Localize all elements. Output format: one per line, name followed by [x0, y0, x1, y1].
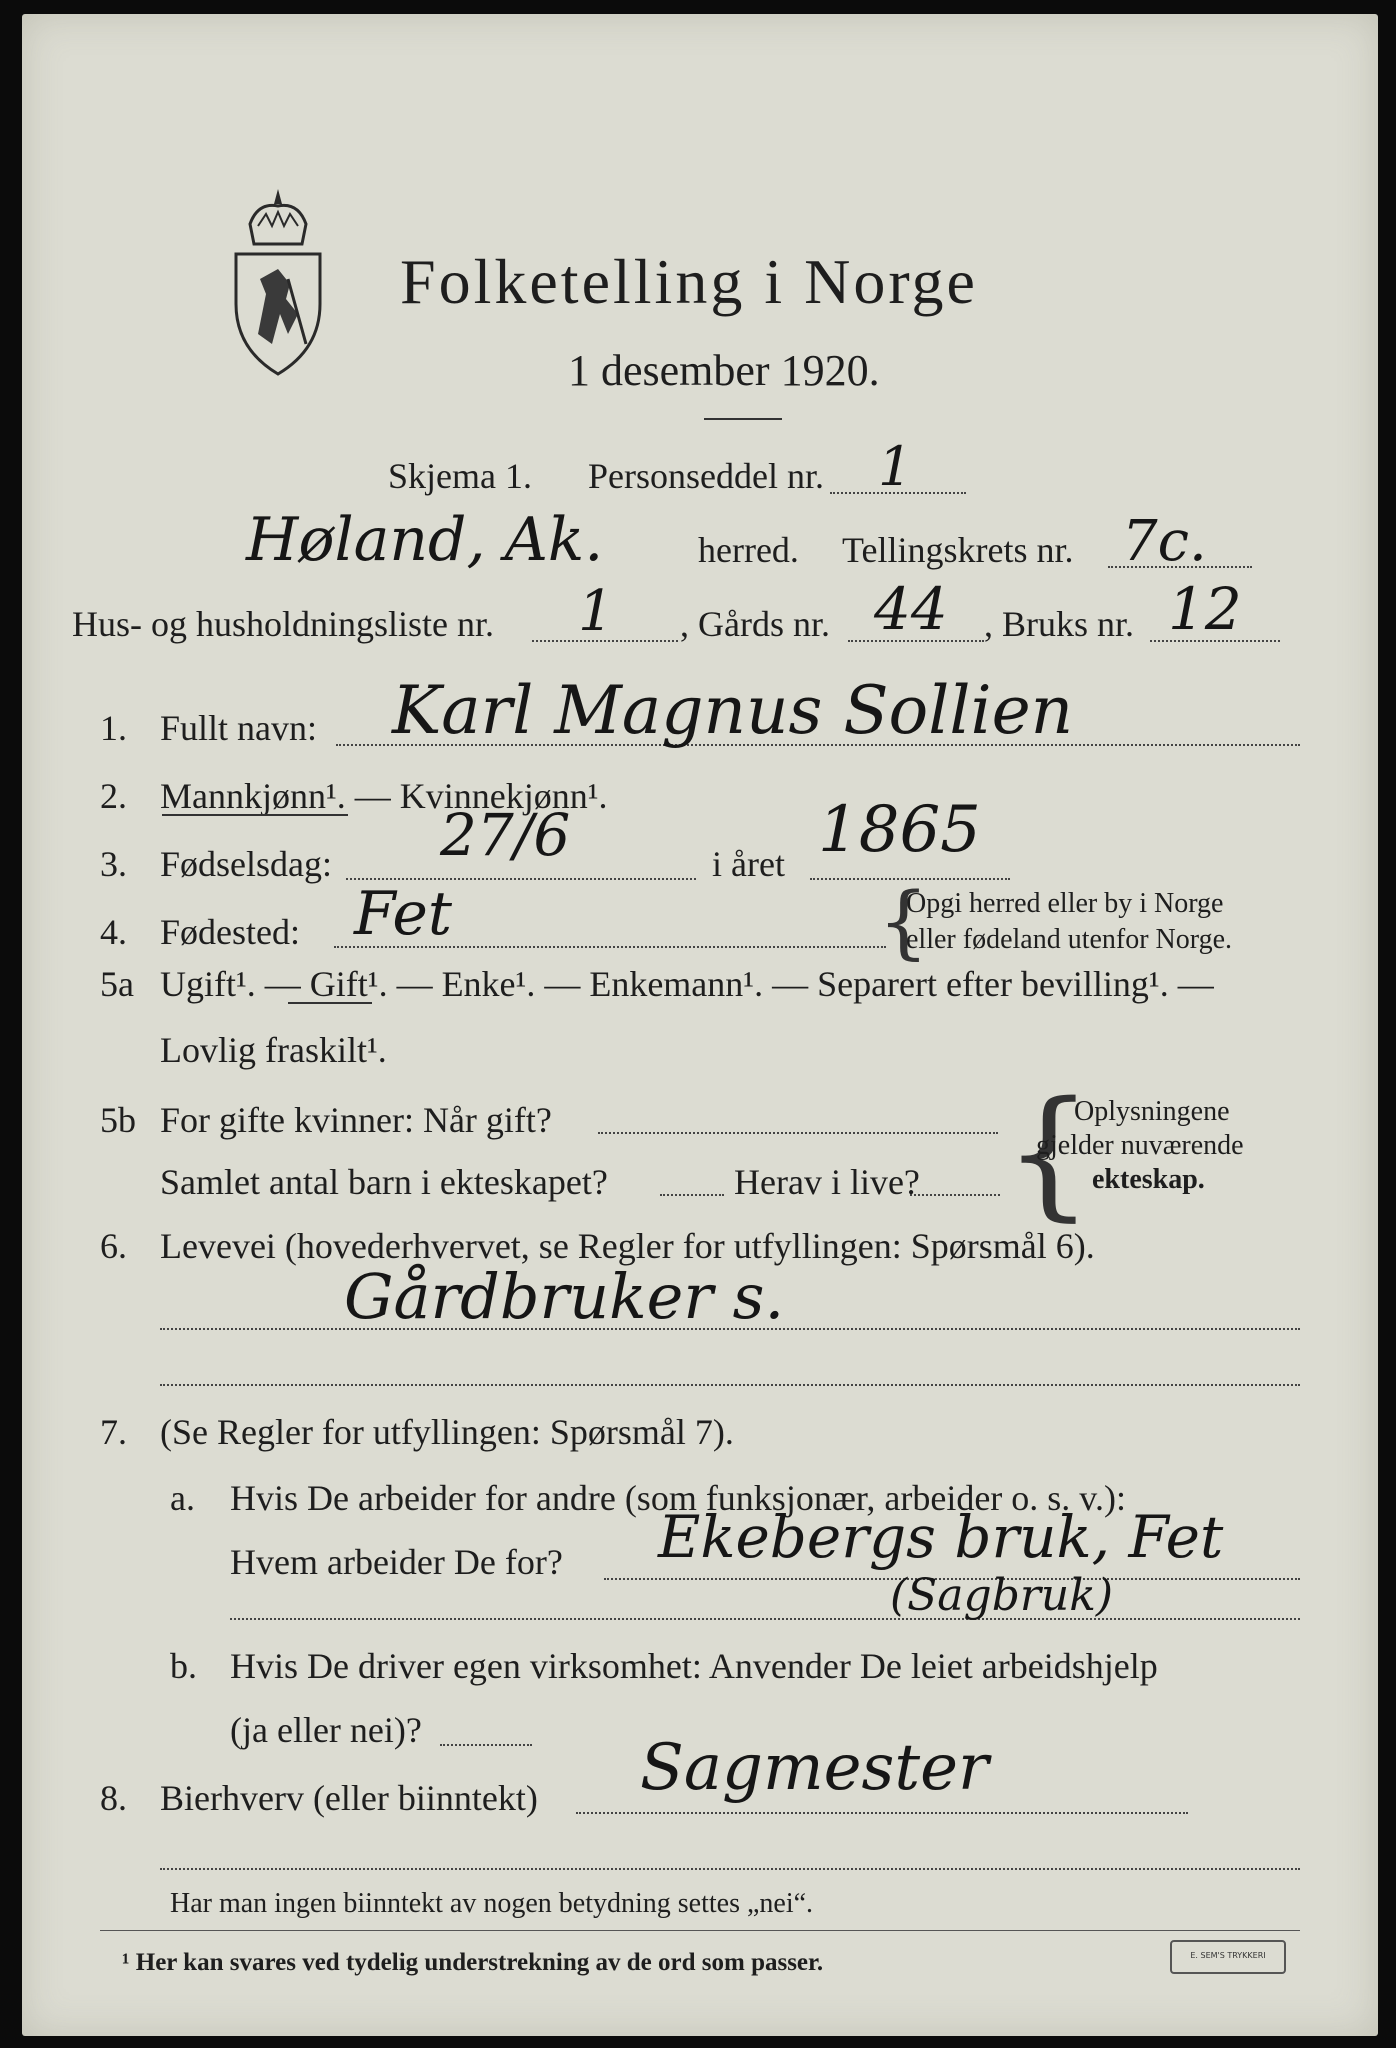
herred-label: herred.	[698, 530, 799, 570]
q5b-number: 5b	[100, 1100, 136, 1140]
year-label: i året	[712, 844, 785, 884]
q8-label: Bierhverv (eller biinntekt)	[160, 1778, 538, 1818]
q7a-letter: a.	[170, 1478, 195, 1518]
schema-label: Skjema 1.	[388, 456, 532, 496]
q4-note-line2: eller fødeland utenfor Norge.	[906, 924, 1233, 955]
side-occupation-value[interactable]: Sagmester	[640, 1731, 989, 1805]
q1-number: 1.	[100, 708, 127, 748]
q7-label: (Se Regler for utfyllingen: Spørsmål 7).	[160, 1412, 734, 1452]
q7a-label: Hvis De arbeider for andre (som funksjonær, arbeider o. s. v.):	[230, 1478, 1126, 1518]
hus-label: Hus- og husholdningsliste nr.	[72, 604, 495, 644]
q4-brace: {	[878, 875, 929, 968]
year-value[interactable]: 1865	[818, 793, 981, 867]
full-name-value[interactable]: Karl Magnus Sollien	[392, 672, 1074, 749]
hired-help-line	[440, 1744, 532, 1746]
q2-number: 2.	[100, 776, 127, 816]
q7-number: 7.	[100, 1412, 127, 1452]
divider	[704, 418, 782, 420]
gards-label: , Gårds nr.	[680, 604, 830, 644]
side-occupation-line	[576, 1812, 1188, 1814]
q5b-label: For gifte kvinner: Når gift?	[160, 1100, 552, 1140]
personseddel-label: Personseddel nr.	[588, 456, 824, 496]
children-line	[660, 1194, 724, 1196]
printer-stamp-text: E. SEM'S TRYKKERI	[1190, 1951, 1266, 1960]
bruks-label: , Bruks nr.	[984, 604, 1135, 644]
q5b-note-line3: ekteskap.	[1092, 1164, 1205, 1195]
q5b-note-line1: Oplysningene	[1074, 1096, 1230, 1127]
bruks-value[interactable]: 12	[1168, 575, 1242, 643]
married-when-line	[598, 1132, 998, 1134]
q5a-number: 5a	[100, 964, 134, 1004]
tellingskrets-label: Tellingskrets nr.	[842, 530, 1074, 570]
employer-value2[interactable]: (Sagbruk)	[890, 1570, 1114, 1621]
alive-line	[910, 1194, 1000, 1196]
gift-underline	[288, 1002, 372, 1004]
occupation-value[interactable]: Gårdbruker s.	[344, 1260, 785, 1333]
q5b-label2: Samlet antal barn i ekteskapet?	[160, 1162, 608, 1202]
q6-number: 6.	[100, 1226, 127, 1266]
q4-number: 4.	[100, 912, 127, 952]
footer-divider	[100, 1930, 1300, 1931]
coat-of-arms-icon	[228, 184, 328, 384]
employer-line2	[230, 1618, 1300, 1620]
form-title: Folketelling i Norge	[400, 246, 978, 317]
side-occupation-line2	[160, 1868, 1300, 1870]
q2-label: Mannkjønn¹. — Kvinnekjønn¹.	[160, 776, 608, 816]
hus-value[interactable]: 1	[578, 579, 614, 644]
occupation-line1	[160, 1328, 1300, 1330]
occupation-line2	[160, 1384, 1300, 1386]
q1-label: Fullt navn:	[160, 708, 318, 748]
census-form	[22, 14, 1378, 2036]
printer-stamp	[1170, 1940, 1286, 1974]
herred-value[interactable]: Høland, Ak.	[246, 505, 604, 575]
q5a-label: Ugift¹. — Gift¹. — Enke¹. — Enkemann¹. — Separert efter bevilling¹. —	[160, 964, 1214, 1004]
q7b-label: Hvis De driver egen virksomhet: Anvender De leiet arbeidshjelp	[230, 1646, 1158, 1686]
footer-note: Har man ingen biinntekt av nogen betydning settes „nei“.	[170, 1888, 814, 1919]
q4-label: Fødested:	[160, 912, 300, 952]
footnote: ¹ Her kan svares ved tydelig understrekning av de ord som passer.	[122, 1949, 824, 1976]
q5b-note-line2: gjelder nuværende	[1036, 1130, 1244, 1161]
tellingskrets-value[interactable]: 7c.	[1122, 509, 1207, 574]
employer-value[interactable]: Ekebergs bruk, Fet	[658, 1503, 1224, 1571]
personseddel-value[interactable]: 1	[878, 435, 913, 498]
q4-note-line1: Opgi herred eller by i Norge	[906, 888, 1224, 919]
q5a-label2: Lovlig fraskilt¹.	[160, 1030, 387, 1070]
gards-value[interactable]: 44	[874, 575, 948, 643]
q5b-brace: {	[1004, 1072, 1094, 1235]
birthday-value[interactable]: 27/6	[440, 801, 571, 869]
q8-number: 8.	[100, 1778, 127, 1818]
form-date: 1 desember 1920.	[568, 346, 880, 395]
q3-number: 3.	[100, 844, 127, 884]
q6-label: Levevei (hovederhvervet, se Regler for utfyllingen: Spørsmål 6).	[160, 1226, 1095, 1266]
q7a-label2: Hvem arbeider De for?	[230, 1542, 563, 1582]
q5b-label3: Herav i live?	[734, 1162, 920, 1202]
q7b-label2: (ja eller nei)?	[230, 1710, 422, 1750]
q3-label: Fødselsdag:	[160, 844, 333, 884]
mannkjonn-underline	[162, 814, 348, 816]
q7b-letter: b.	[170, 1646, 197, 1686]
birthplace-value[interactable]: Fet	[354, 879, 452, 949]
